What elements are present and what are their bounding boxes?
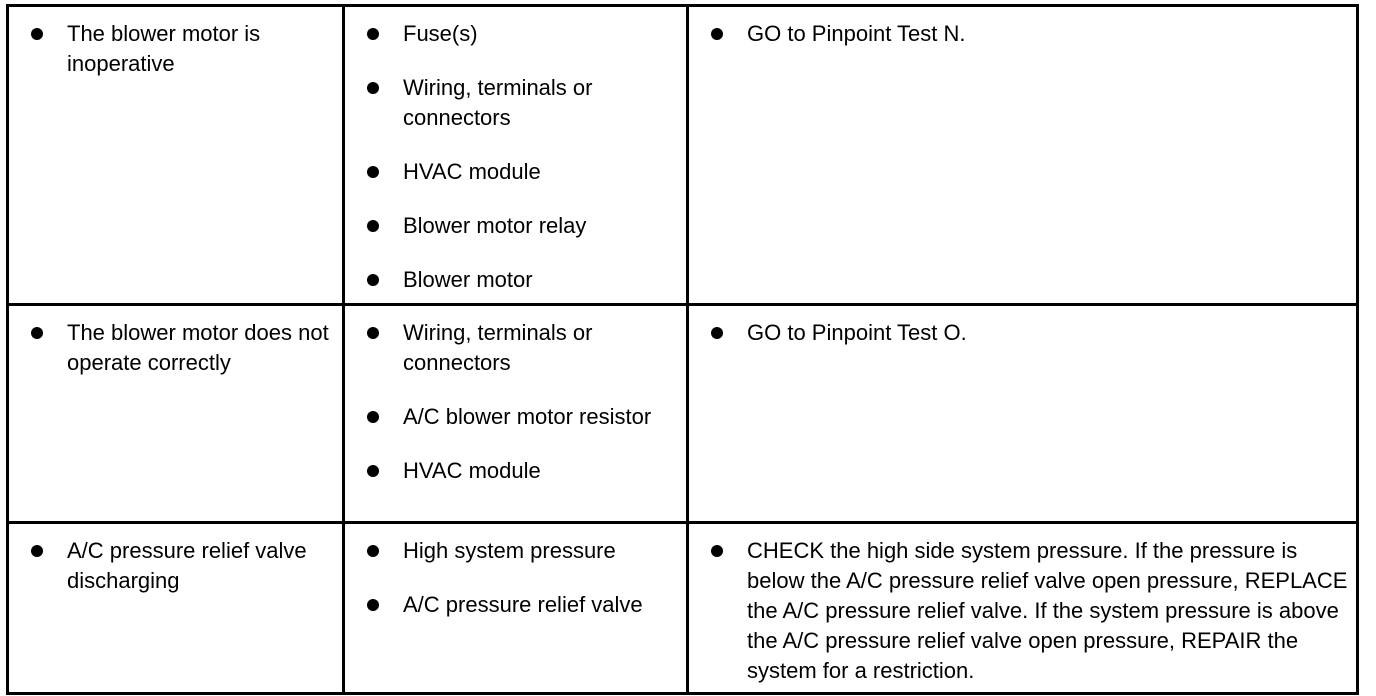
action-cell [688,523,1358,694]
cause-cell [344,305,688,523]
cause-list [367,19,678,295]
list-item: A/C pressure relief valve [367,590,678,620]
list-item: The blower motor does not operate correctly [31,318,334,378]
symptom-cell [8,305,344,523]
bullet-icon [367,28,379,40]
cause-list [367,536,678,620]
table-row [8,523,1358,694]
cause-list [367,318,678,486]
bullet-icon [31,545,43,557]
action-cell [688,305,1358,523]
list-item: HVAC module [367,456,678,486]
bullet-icon [367,411,379,423]
bullet-icon [367,599,379,611]
list-item: Wiring, terminals or connectors [367,318,678,378]
cause-cell [344,6,688,305]
list-item: High system pressure [367,536,678,566]
symptom-list [31,318,334,378]
bullet-icon [367,220,379,232]
symptom-cell [8,523,344,694]
bullet-icon [711,327,723,339]
action-list [711,536,1348,686]
bullet-icon [367,274,379,286]
table-row [8,305,1358,523]
symptom-cell [8,6,344,305]
bullet-icon [31,327,43,339]
list-item: CHECK the high side system pressure. If the pressure is below the A/C pressure relief valve open pressure, REPLACE the A/C pressure relief valve. If the system pressure is above the A/C pressure relief valve open pressure, REPAIR the system for a restriction. [711,536,1348,686]
bullet-icon [367,465,379,477]
symptom-list [31,19,334,79]
bullet-icon [367,327,379,339]
list-item: The blower motor is inoperative [31,19,334,79]
table-row [8,6,1358,305]
list-item: Blower motor relay [367,211,678,241]
list-item: HVAC module [367,157,678,187]
action-cell [688,6,1358,305]
diagnostic-table [6,4,1359,695]
cause-cell [344,523,688,694]
list-item: A/C blower motor resistor [367,402,678,432]
bullet-icon [367,166,379,178]
bullet-icon [711,28,723,40]
bullet-icon [367,82,379,94]
list-item: GO to Pinpoint Test N. [711,19,1348,49]
bullet-icon [31,28,43,40]
list-item: Blower motor [367,265,678,295]
action-list [711,19,1348,49]
symptom-list [31,536,334,596]
bullet-icon [711,545,723,557]
bullet-icon [367,545,379,557]
action-list [711,318,1348,348]
list-item: A/C pressure relief valve discharging [31,536,334,596]
list-item: Wiring, terminals or connectors [367,73,678,133]
list-item: Fuse(s) [367,19,678,49]
list-item: GO to Pinpoint Test O. [711,318,1348,348]
